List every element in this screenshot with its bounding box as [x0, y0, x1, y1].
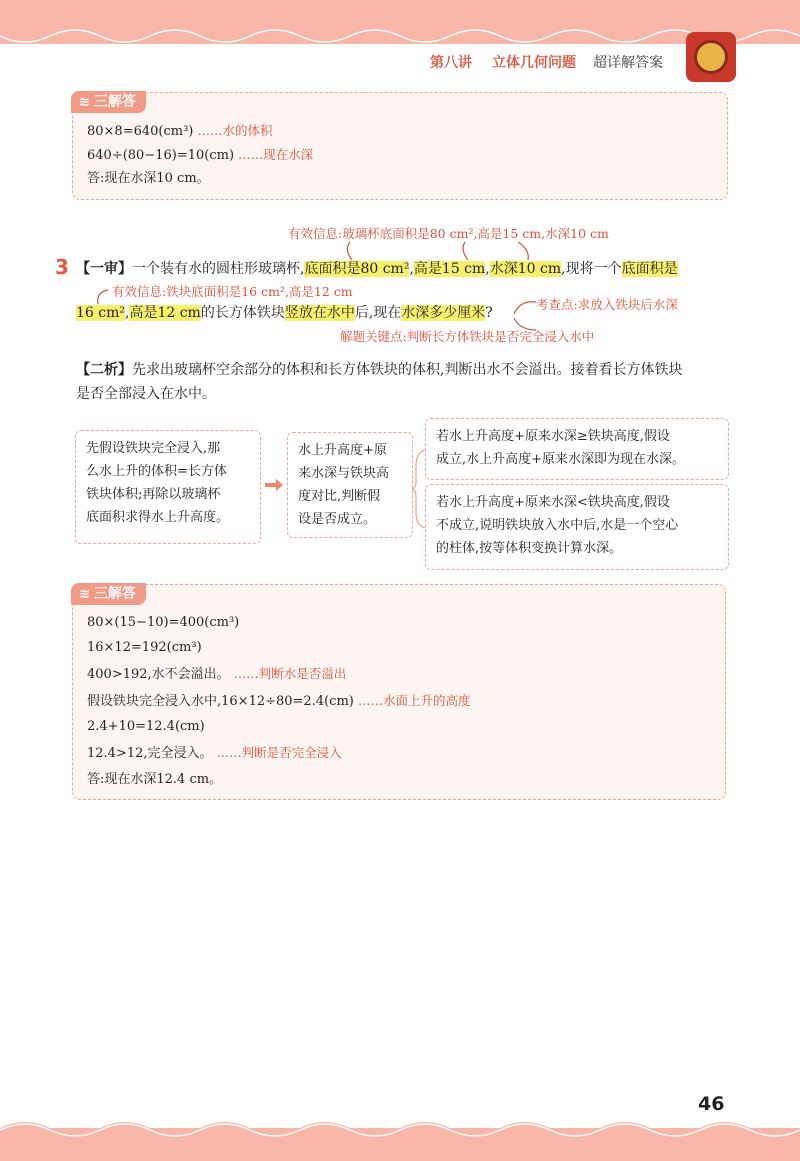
text: 后,现在 [354, 305, 402, 321]
solution-tag-label: 三解答 [93, 94, 136, 110]
flow-arrow-icon [265, 479, 283, 491]
highlight: 竖放在水中 [284, 305, 355, 321]
annotation-key-point: 解题关键点:判断长方体铁块是否完全浸入水中 [340, 329, 595, 344]
expr: 640÷(80−16)=10(cm) [87, 148, 235, 163]
flow-box-holds [425, 418, 729, 480]
text: 铁块体积;再除以玻璃杯 [86, 487, 221, 502]
medal-icon [694, 40, 728, 74]
solution2-answer: 答:现在水深12.4 cm。 [87, 772, 223, 787]
top-wave-decor [0, 28, 800, 52]
text: 的柱体,按等体积变换计算水深。 [436, 541, 623, 556]
text: 水上升高度+原 [298, 443, 387, 458]
text: , [125, 305, 130, 321]
solution1-line-1 [87, 121, 273, 142]
solution-box-1 [72, 92, 728, 200]
expr: 400>192,水不会溢出。 [87, 667, 230, 682]
note: ……判断水是否溢出 [233, 666, 347, 681]
page-number: 46 [698, 1093, 725, 1115]
solution2-line-3 [87, 664, 346, 685]
flow-box-assume [75, 430, 261, 544]
analysis-tag: 【二析】 [76, 362, 132, 378]
book-logo-badge [686, 32, 736, 82]
expr: 12.4>12,完全浸入。 [87, 746, 213, 761]
highlight: 水深多少厘米 [401, 305, 486, 321]
note: ……现在水深 [238, 147, 314, 162]
question-number: 3 [55, 255, 69, 279]
solution1-line-2 [87, 145, 313, 166]
highlight: 16 cm² [76, 305, 125, 321]
text: 底面积求得水上升高度。 [86, 510, 230, 525]
solution-tag-label: 三解答 [93, 586, 136, 602]
note: ……水的体积 [197, 123, 273, 138]
note: ……判断是否完全浸入 [216, 745, 342, 760]
solution-tag-1 [71, 91, 146, 113]
text: ,现将一个 [561, 261, 622, 277]
text: 不成立,说明铁块放入水中后,水是一个空心 [436, 518, 679, 533]
text: 若水上升高度+原来水深≥铁块高度,假设 [436, 429, 670, 444]
highlight: 底面积是80 cm² [304, 261, 410, 277]
text: 来水深与铁块高 [298, 466, 390, 481]
question-line-1 [76, 259, 678, 279]
analysis-line-1 [76, 360, 682, 380]
text: 的长方体铁块 [200, 305, 285, 321]
text: , [409, 261, 414, 277]
header-lecture: 第八讲 [430, 55, 472, 71]
text: 么水上升的体积=长方体 [86, 464, 227, 479]
text: 先求出玻璃杯空余部分的体积和长方体铁块的体积,判断出水不会溢出。接着看长方体铁块 [132, 362, 683, 378]
solution-box-2 [72, 584, 726, 800]
text: 成立,水上升高度+原来水深即为现在水深。 [436, 452, 686, 467]
question-line-2 [76, 303, 493, 323]
highlight: 高是12 cm [129, 305, 201, 321]
flow-box-fails [425, 484, 729, 570]
highlight: 水深10 cm [489, 261, 562, 277]
expr: 假设铁块完全浸入水中,16×12÷80=2.4(cm) [87, 694, 354, 709]
solution1-answer: 答:现在水深10 cm。 [87, 171, 210, 186]
note: ……水面上升的高度 [358, 693, 471, 708]
solution-tag-2 [71, 583, 146, 605]
text: 设是否成立。 [298, 512, 377, 527]
annotation-exam-point: 考查点:求放入铁块后水深 [536, 297, 678, 312]
solution2-line-1: 80×(15−10)=400(cm³) [87, 615, 240, 630]
flow-box-compare [287, 432, 413, 538]
solution2-line-5: 2.4+10=12.4(cm) [87, 719, 205, 734]
annotation-effective-info-top: 有效信息:玻璃杯底面积是80 cm²,高是15 cm,水深10 cm [288, 226, 609, 241]
review-tag: 【一审】 [76, 261, 132, 277]
bottom-wave-decor [0, 1114, 800, 1138]
wave-icon: ≋ [79, 95, 90, 110]
header-subtitle: 超详解答案 [593, 55, 663, 71]
solution2-line-2: 16×12=192(cm³) [87, 640, 202, 655]
annotation-effective-info-left: 有效信息:铁块底面积是16 cm²,高是12 cm [112, 284, 353, 299]
text: 若水上升高度+原来水深<铁块高度,假设 [436, 495, 670, 510]
highlight: 高是15 cm [413, 261, 486, 277]
text: , [485, 261, 490, 277]
text: 度对比,判断假 [298, 489, 381, 504]
text: ? [485, 305, 493, 321]
analysis-line-2: 是否全部浸入在水中。 [76, 386, 216, 402]
header-topic: 立体几何问题 [492, 55, 576, 71]
text: 先假设铁块完全浸入,那 [86, 441, 221, 456]
wave-icon: ≋ [79, 587, 90, 602]
solution2-line-6 [87, 743, 342, 764]
solution2-line-4 [87, 691, 471, 712]
expr: 80×8=640(cm³) [87, 124, 194, 139]
highlight: 底面积是 [621, 261, 678, 277]
text: 一个装有水的圆柱形玻璃杯, [132, 261, 305, 277]
